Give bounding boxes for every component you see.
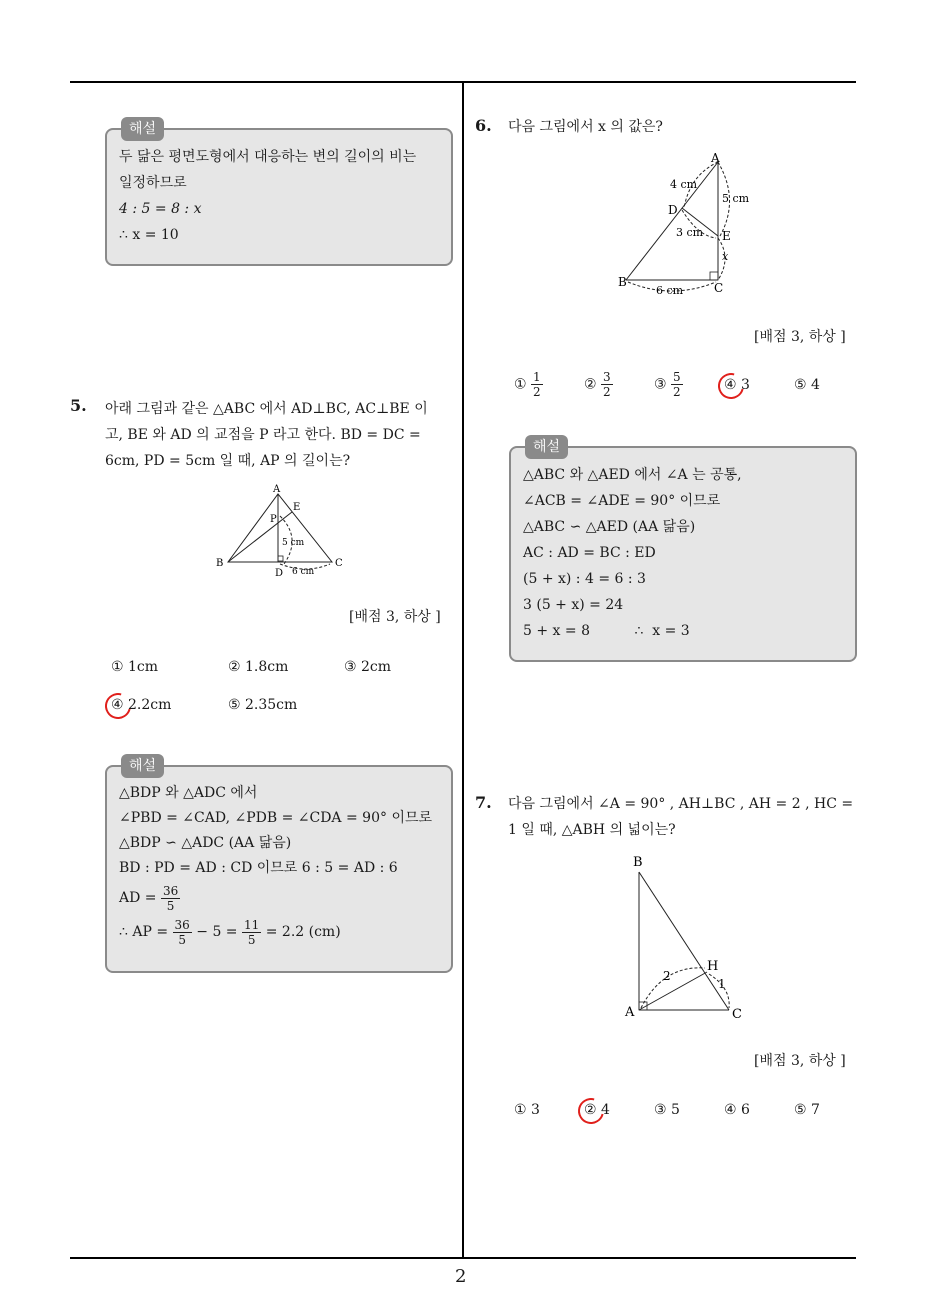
question-line: 다음 그림에서 ∠A = 90° , AH⊥BC , AH = 2 , HC = bbox=[508, 796, 854, 812]
fig-label: 1 bbox=[718, 977, 726, 991]
fraction bbox=[531, 370, 543, 399]
choice-7-1[interactable]: ① 3 bbox=[514, 1102, 540, 1118]
fig-label: E bbox=[293, 502, 301, 513]
question-text-6: 다음 그림에서 x 의 값은? bbox=[508, 119, 663, 135]
fraction bbox=[161, 884, 180, 913]
solution-box-5 bbox=[105, 758, 453, 973]
denominator: 2 bbox=[533, 385, 541, 399]
numerator: 36 bbox=[174, 917, 190, 932]
fig-label: A bbox=[625, 1005, 635, 1020]
denominator: 5 bbox=[166, 898, 175, 913]
solution-tag: 해설 bbox=[525, 435, 568, 459]
choice-5-3[interactable]: ③ 2cm bbox=[344, 659, 392, 675]
choice-5-5[interactable]: ⑤ 2.35cm bbox=[228, 697, 298, 713]
fig-label: C bbox=[732, 1007, 742, 1022]
solution-line: AC : AD = BC : ED bbox=[523, 545, 656, 561]
page-number: 2 bbox=[455, 1266, 467, 1287]
choice-marker: ③ bbox=[654, 376, 667, 393]
choice-marker: ② bbox=[584, 376, 597, 393]
bottom-rule bbox=[70, 1257, 856, 1259]
fig-label: 5 cm bbox=[282, 538, 305, 548]
choice-5-2[interactable]: ② 1.8cm bbox=[228, 659, 289, 675]
triangle-figure-q6 bbox=[610, 150, 760, 300]
score-6: [배점 3, 하상 ] bbox=[754, 329, 846, 345]
choice-6-3[interactable] bbox=[654, 370, 683, 399]
solution-line: (5 + x) : 4 = 6 : 3 bbox=[523, 571, 646, 587]
choice-5-1[interactable]: ① 1cm bbox=[111, 659, 159, 675]
answer-mark-5 bbox=[100, 688, 136, 724]
solution-box-4 bbox=[105, 121, 453, 266]
fig-label: A bbox=[711, 151, 720, 165]
fig-label: 2 bbox=[663, 969, 671, 983]
choice-marker: ④ bbox=[724, 377, 737, 393]
choice-6-5[interactable] bbox=[794, 377, 820, 393]
fraction bbox=[671, 370, 683, 399]
fig-label: 4 cm bbox=[670, 178, 698, 191]
choice-5-4[interactable]: ④ 2.2cm bbox=[111, 697, 172, 713]
solution-line: △BDP 와 △ADC 에서 bbox=[119, 785, 258, 801]
solution-line-frac bbox=[119, 915, 439, 949]
solution-text: ∴ AP = bbox=[119, 924, 169, 940]
solution-text: − 5 = bbox=[196, 924, 238, 940]
solution-line: △BDP ∽ △ADC (AA 닮음) bbox=[119, 835, 292, 851]
fig-label: E bbox=[722, 229, 731, 243]
score-5: [배점 3, 하상 ] bbox=[349, 609, 441, 625]
fig-label: D bbox=[275, 568, 284, 579]
choice-marker: ① bbox=[514, 376, 527, 393]
choice-7-5[interactable]: ⑤ 7 bbox=[794, 1102, 820, 1118]
question-text-5 bbox=[105, 396, 455, 474]
choice-value: 3 bbox=[741, 377, 750, 393]
numerator: 3 bbox=[603, 370, 611, 384]
solution-line: BD : PD = AD : CD 이므로 6 : 5 = AD : 6 bbox=[119, 860, 398, 876]
solution-line: 두 닮은 평면도형에서 대응하는 변의 길이의 비는 bbox=[119, 149, 417, 165]
solution-tag: 해설 bbox=[121, 117, 164, 141]
fig-label: A bbox=[273, 484, 281, 495]
score-7: [배점 3, 하상 ] bbox=[754, 1053, 846, 1069]
answer-mark-7 bbox=[573, 1093, 609, 1129]
fig-label: P bbox=[270, 514, 277, 525]
choice-7-4[interactable]: ④ 6 bbox=[724, 1102, 750, 1118]
solution-text: = 2.2 (cm) bbox=[265, 924, 341, 940]
solution-line: ∴ x = 10 bbox=[119, 227, 179, 243]
fig-label: 5 cm bbox=[722, 192, 750, 205]
solution-line: 5 + x = 8 ∴ x = 3 bbox=[523, 623, 690, 639]
fig-label: C bbox=[714, 281, 724, 295]
solution-text: AD = bbox=[119, 890, 157, 906]
choice-6-1[interactable] bbox=[514, 370, 543, 399]
question-line: 1 일 때, △ABH 의 넓이는? bbox=[508, 822, 676, 838]
solution-tag: 해설 bbox=[121, 754, 164, 778]
denominator: 2 bbox=[673, 385, 681, 399]
fig-label: B bbox=[216, 558, 224, 569]
question-number-7: 7. bbox=[475, 793, 492, 812]
question-line: 아래 그림과 같은 △ABC 에서 AD⊥BC, AC⊥BE 이 bbox=[105, 401, 428, 417]
solution-line: 일정하므로 bbox=[119, 175, 187, 191]
fraction bbox=[242, 918, 261, 947]
numerator: 1 bbox=[533, 370, 541, 384]
fig-label: x bbox=[722, 250, 729, 263]
fig-label: 3 cm bbox=[676, 226, 704, 239]
choice-value: 4 bbox=[811, 377, 820, 393]
answer-mark-6 bbox=[713, 368, 749, 404]
solution-line-frac bbox=[119, 881, 439, 915]
triangle-figure-q5 bbox=[210, 482, 350, 582]
choice-7-3[interactable]: ③ 5 bbox=[654, 1102, 680, 1118]
fig-label: D bbox=[668, 203, 678, 217]
solution-box-6 bbox=[509, 439, 857, 662]
choice-6-2[interactable] bbox=[584, 370, 613, 399]
numerator: 5 bbox=[673, 370, 681, 384]
fig-label: H bbox=[707, 959, 719, 974]
question-text-7 bbox=[508, 791, 858, 843]
question-line: 6cm, PD = 5cm 일 때, AP 의 길이는? bbox=[105, 453, 351, 469]
choice-7-2[interactable]: ② 4 bbox=[584, 1102, 610, 1118]
choice-marker: ⑤ bbox=[794, 377, 807, 393]
solution-line: ∠ACB = ∠ADE = 90° 이므로 bbox=[523, 493, 721, 509]
fig-label: 6 cm bbox=[656, 284, 684, 297]
solution-line: 4 : 5 = 8 : x bbox=[119, 201, 202, 217]
solution-line: △ABC 와 △AED 에서 ∠A 는 공통, bbox=[523, 467, 742, 483]
solution-line: ∠PBD = ∠CAD, ∠PDB = ∠CDA = 90° 이므로 bbox=[119, 810, 433, 826]
fraction bbox=[601, 370, 613, 399]
column-divider bbox=[462, 83, 464, 1259]
question-number-6: 6. bbox=[475, 116, 492, 135]
solution-line: 3 (5 + x) = 24 bbox=[523, 597, 624, 613]
fig-label: B bbox=[633, 855, 643, 870]
numerator: 36 bbox=[162, 883, 179, 898]
denominator: 5 bbox=[247, 932, 256, 947]
denominator: 2 bbox=[603, 385, 611, 399]
fig-label: C bbox=[335, 558, 343, 569]
fig-label: 6 cm bbox=[292, 567, 315, 577]
numerator: 11 bbox=[244, 917, 260, 932]
question-number-5: 5. bbox=[70, 396, 87, 415]
question-line: 고, BE 와 AD 의 교점을 P 라고 한다. BD = DC = bbox=[105, 427, 421, 443]
triangle-figure-q7 bbox=[615, 850, 755, 1025]
denominator: 5 bbox=[178, 932, 186, 947]
solution-line: △ABC ∽ △AED (AA 닮음) bbox=[523, 519, 696, 535]
fig-label: B bbox=[618, 275, 627, 289]
fraction bbox=[173, 918, 192, 947]
